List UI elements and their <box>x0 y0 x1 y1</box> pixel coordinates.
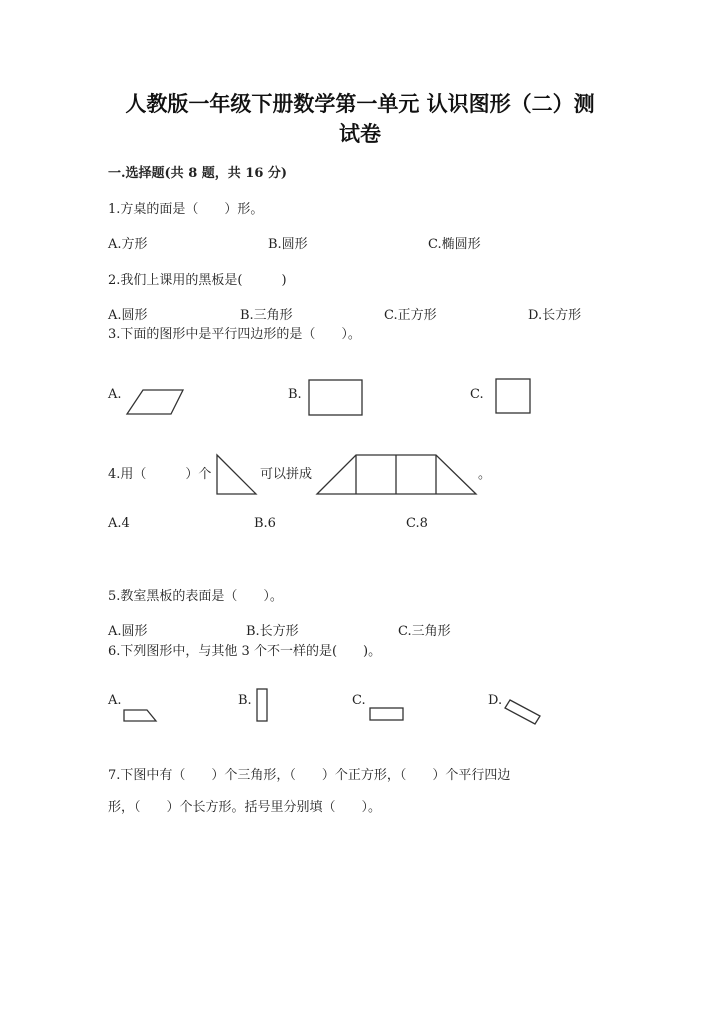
q4-option-a[interactable]: A.4 <box>108 516 130 531</box>
question-6-text: 6.下列图形中，与其他 3 个不一样的是( )。 <box>108 644 382 659</box>
question-7-line2: 形，（ ）个长方形。括号里分别填（ ）。 <box>108 800 382 815</box>
q3-option-a-label[interactable]: A. <box>108 387 122 402</box>
question-2-text: 2.我们上课用的黑板是( ) <box>108 273 287 288</box>
page-title-line2: 试卷 <box>339 122 381 146</box>
page-title-line1: 人教版一年级下册数学第一单元 认识图形（二）测 <box>125 92 595 116</box>
rectangle-shape <box>307 378 365 418</box>
q4-option-b[interactable]: B.6 <box>254 516 276 531</box>
square-shape <box>494 377 534 417</box>
q2-option-a[interactable]: A.圆形 <box>108 308 148 323</box>
q6-option-d-label[interactable]: D. <box>488 693 503 708</box>
question-4-part2: 可以拼成 <box>260 467 313 482</box>
question-7-line1: 7.下图中有（ ）个三角形，（ ）个正方形，（ ）个平行四边 <box>108 768 511 783</box>
q3-option-b-label[interactable]: B. <box>288 387 302 402</box>
section-heading: 一.选择题(共 8 题，共 16 分) <box>108 166 288 181</box>
q6-option-b-label[interactable]: B. <box>238 693 252 708</box>
right-triangle-shape <box>216 454 262 500</box>
question-1-text: 1.方桌的面是（ ）形。 <box>108 202 264 217</box>
trapezoid-shape <box>122 702 162 724</box>
q1-option-b[interactable]: B.圆形 <box>268 237 308 252</box>
question-4-part3: 。 <box>478 467 492 482</box>
parallelogram-shape <box>126 388 186 418</box>
q2-option-c[interactable]: C.正方形 <box>384 308 437 323</box>
tilted-rectangle-shape <box>502 694 548 728</box>
wide-rectangle-shape <box>368 706 408 724</box>
q6-option-a-label[interactable]: A. <box>108 693 122 708</box>
q5-option-a[interactable]: A.圆形 <box>108 624 148 639</box>
question-5-text: 5.教室黑板的表面是（ ）。 <box>108 589 283 604</box>
question-3-text: 3.下面的图形中是平行四边形的是（ ）。 <box>108 327 361 342</box>
trapezoid-composite-shape <box>316 454 480 500</box>
q1-option-c[interactable]: C.椭圆形 <box>428 237 481 252</box>
q2-option-b[interactable]: B.三角形 <box>240 308 293 323</box>
tall-rectangle-shape <box>254 687 272 725</box>
question-4-part1: 4.用（ ）个 <box>108 467 212 482</box>
q4-option-c[interactable]: C.8 <box>406 516 428 531</box>
q5-option-b[interactable]: B.长方形 <box>246 624 299 639</box>
q6-option-c-label[interactable]: C. <box>352 693 366 708</box>
q1-option-a[interactable]: A.方形 <box>108 237 148 252</box>
q5-option-c[interactable]: C.三角形 <box>398 624 451 639</box>
q3-option-c-label[interactable]: C. <box>470 387 484 402</box>
q2-option-d[interactable]: D.长方形 <box>528 308 582 323</box>
